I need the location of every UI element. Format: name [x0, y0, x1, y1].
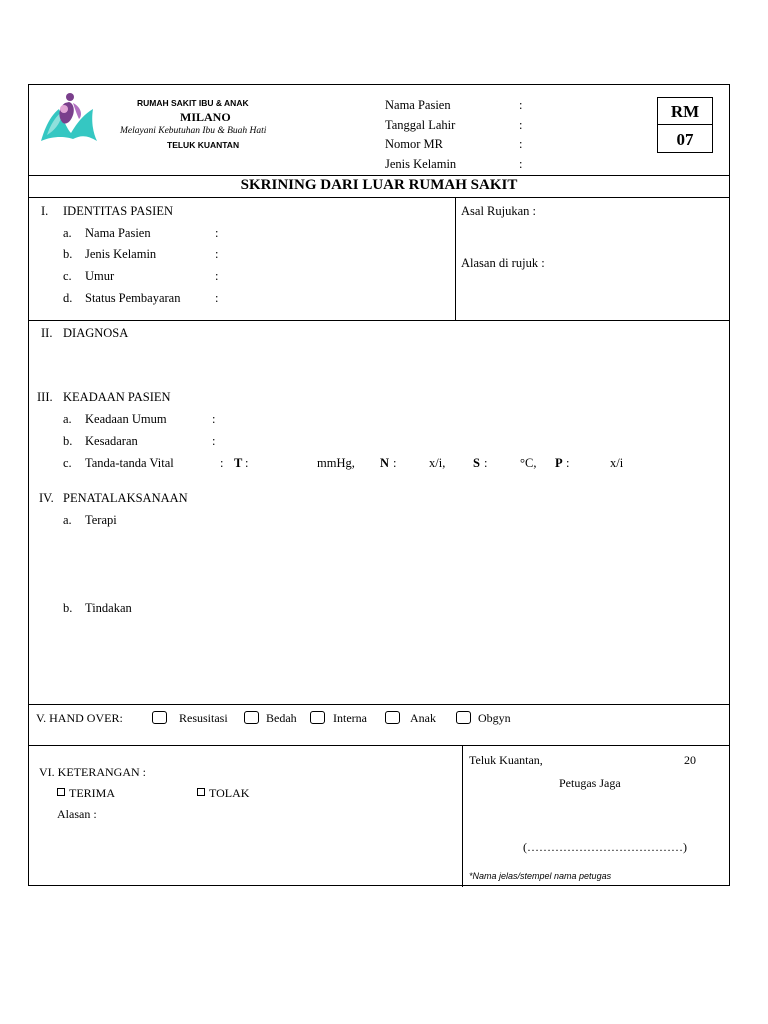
- rm-code-top: RM: [670, 102, 700, 121]
- header-sep: :: [519, 137, 523, 151]
- label-terapi: Terapi: [85, 513, 117, 527]
- divider: [29, 175, 729, 176]
- option-anak: Anak: [410, 711, 436, 725]
- vital-sep: :: [484, 456, 488, 470]
- checkbox-bedah[interactable]: [244, 711, 259, 724]
- option-bedah: Bedah: [266, 711, 297, 725]
- vital-t-label: T: [234, 456, 243, 470]
- vital-p-label: P: [555, 456, 563, 470]
- item-letter: c.: [63, 269, 72, 283]
- handover-label: V. HAND OVER:: [36, 711, 123, 725]
- header-sep: :: [519, 157, 523, 171]
- checkbox-tolak[interactable]: [197, 788, 205, 796]
- vital-sep: :: [566, 456, 570, 470]
- rm-code-box: [657, 97, 713, 153]
- mother-child-logo-icon: [37, 89, 101, 145]
- label-status-pembayaran: Status Pembayaran: [85, 291, 181, 305]
- section-num: I.: [41, 204, 49, 218]
- vital-t-unit: mmHg,: [317, 456, 355, 470]
- divider: [29, 197, 729, 198]
- label-terima: TERIMA: [69, 786, 115, 800]
- divider: [29, 704, 729, 705]
- identitas-heading: IDENTITAS PASIEN: [63, 204, 173, 218]
- label-kesadaran: Kesadaran: [85, 434, 138, 448]
- rm-code-bottom: 07: [676, 130, 694, 149]
- divider: [29, 745, 729, 746]
- signature-year: 20: [684, 753, 696, 767]
- option-resusitasi: Resusitasi: [179, 711, 228, 725]
- sep: :: [215, 291, 219, 305]
- label-umur: Umur: [85, 269, 115, 283]
- label-tindakan: Tindakan: [85, 601, 132, 615]
- section-num: IV.: [39, 491, 54, 505]
- sep: :: [220, 456, 224, 470]
- sep: :: [212, 412, 216, 426]
- penatalaksanaan-heading: PENATALAKSANAAN: [63, 491, 188, 505]
- item-letter: a.: [63, 513, 72, 527]
- column-divider: [462, 745, 463, 887]
- item-letter: a.: [63, 226, 72, 240]
- screening-form: [28, 84, 730, 886]
- header-label-nama-pasien: Nama Pasien: [385, 98, 451, 112]
- section-num: II.: [41, 326, 53, 340]
- divider: [29, 320, 729, 321]
- item-letter: b.: [63, 601, 73, 615]
- label-keadaan-umum: Keadaan Umum: [85, 412, 167, 426]
- vital-s-label: S: [473, 456, 480, 470]
- hospital-tagline: Melayani Kebutuhan Ibu & Buah Hati: [120, 126, 267, 136]
- checkbox-anak[interactable]: [385, 711, 400, 724]
- header-sep: :: [519, 118, 523, 132]
- column-divider: [455, 197, 456, 320]
- rm-divider: [658, 124, 712, 125]
- form-title: SKRINING DARI LUAR RUMAH SAKIT: [240, 177, 518, 193]
- item-letter: c.: [63, 456, 72, 470]
- item-letter: a.: [63, 412, 72, 426]
- option-interna: Interna: [333, 711, 367, 725]
- label-tolak: TOLAK: [209, 786, 250, 800]
- checkbox-terima[interactable]: [57, 788, 65, 796]
- signature-footnote: *Nama jelas/stempel nama petugas: [469, 871, 612, 881]
- signature-role: Petugas Jaga: [559, 776, 621, 790]
- header-label-nomor-mr: Nomor MR: [385, 137, 443, 151]
- option-tolak[interactable]: [197, 787, 249, 799]
- item-letter: d.: [63, 291, 73, 305]
- label-alasan-dirujuk: Alasan di rujuk :: [461, 256, 545, 270]
- sep: :: [215, 226, 219, 240]
- label-asal-rujukan: Asal Rujukan :: [461, 204, 536, 218]
- item-letter: b.: [63, 247, 73, 261]
- sep: :: [215, 269, 219, 283]
- header-label-tanggal-lahir: Tanggal Lahir: [385, 118, 456, 132]
- hospital-name: MILANO: [180, 110, 231, 124]
- checkbox-interna[interactable]: [310, 711, 325, 724]
- item-letter: b.: [63, 434, 73, 448]
- section-num: III.: [37, 390, 53, 404]
- label-tanda-vital: Tanda-tanda Vital: [85, 456, 174, 470]
- header-sep: :: [519, 98, 523, 112]
- hospital-city: TELUK KUANTAN: [167, 140, 240, 150]
- vital-sep: :: [245, 456, 249, 470]
- vital-n-unit: x/i,: [429, 456, 446, 470]
- diagnosa-heading: DIAGNOSA: [63, 326, 129, 340]
- label-nama-pasien: Nama Pasien: [85, 226, 151, 240]
- vital-n-label: N: [380, 456, 390, 470]
- vital-p-unit: x/i: [610, 456, 624, 470]
- vital-sep: :: [393, 456, 397, 470]
- keadaan-heading: KEADAAN PASIEN: [63, 390, 171, 404]
- sep: :: [215, 247, 219, 261]
- option-obgyn: Obgyn: [478, 711, 511, 725]
- vital-s-unit: °C,: [520, 456, 537, 470]
- sep: :: [212, 434, 216, 448]
- label-jenis-kelamin: Jenis Kelamin: [85, 247, 157, 261]
- hospital-line1: RUMAH SAKIT IBU & ANAK: [137, 98, 249, 108]
- signature-place: Teluk Kuantan,: [469, 753, 543, 767]
- option-terima[interactable]: [57, 787, 115, 799]
- checkbox-resusitasi[interactable]: [152, 711, 167, 724]
- checkbox-obgyn[interactable]: [456, 711, 471, 724]
- keterangan-heading: VI. KETERANGAN :: [39, 765, 146, 779]
- header-label-jenis-kelamin: Jenis Kelamin: [385, 157, 457, 171]
- signature-name-line: (…………………………………): [523, 840, 687, 854]
- label-alasan: Alasan :: [57, 807, 97, 821]
